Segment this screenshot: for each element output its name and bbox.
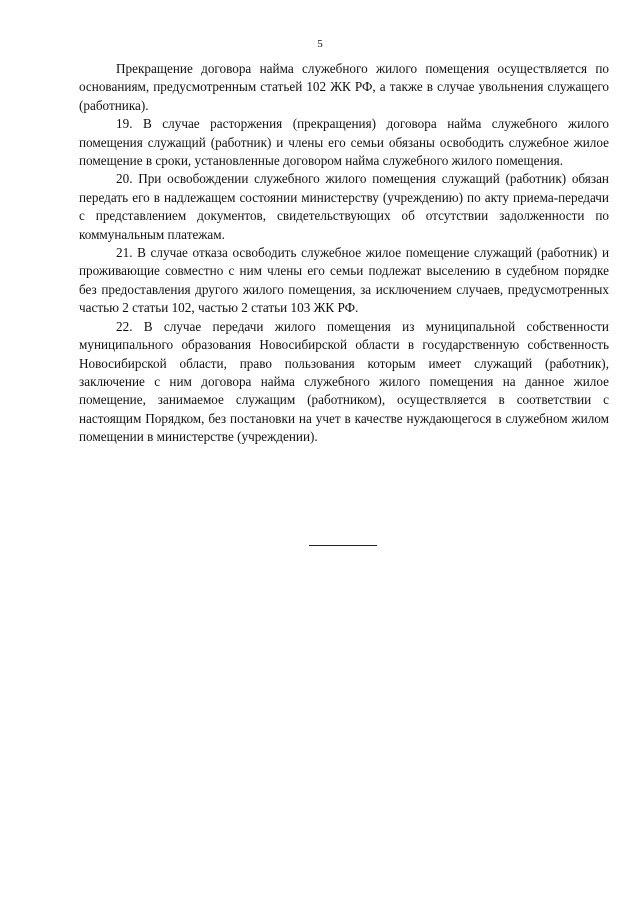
paragraph-22: 22. В случае передачи жилого помещения из муниципальной собственности муниципального образования Новосибирской области в государственную собственность Новосибирской области, право пользования которым имеет служащий (работник), заключение с ним договора найма служебного жилого помещения на данное жилое помещение, занимаемое служащим (работником), осуществляется в соответствии с настоящим Порядком, без постановки на учет в качестве нуждающегося в служебном жилом помещении в министерстве (учреждении). bbox=[79, 318, 609, 445]
paragraph-21: 21. В случае отказа освободить служебное жилое помещение служащий (работник) и проживающие совместно с ним члены его семьи подлежат выселению в судебном порядке без предоставления другого жилого помещения, за исключением случаев, предусмотренных частью 2 статьи 102, частью 2 статьи 103 ЖК РФ. bbox=[79, 245, 609, 316]
paragraph-termination: Прекращение договора найма служебного жилого помещения осуществляется по основаниям, предусмотренным статьей 102 ЖК РФ, а также в случае увольнения служащего (работника). bbox=[79, 61, 609, 113]
paragraph-20: 20. При освобождении служебного жилого помещения служащий (работник) обязан передать его в надлежащем состоянии министерству (учреждению) по акту приема-передачи с представлением документов, свидетельствующих об отсутствии задолженности по коммунальным платежам. bbox=[79, 171, 609, 242]
end-separator-line bbox=[309, 545, 377, 546]
page-number: 5 bbox=[317, 38, 323, 50]
paragraph-19: 19. В случае расторжения (прекращения) договора найма служебного жилого помещения служащий (работник) и члены его семьи обязаны освободить служебное жилое помещение в сроки, установленные договором найма служебного жилого помещения. bbox=[79, 116, 609, 169]
document-body bbox=[79, 60, 609, 447]
